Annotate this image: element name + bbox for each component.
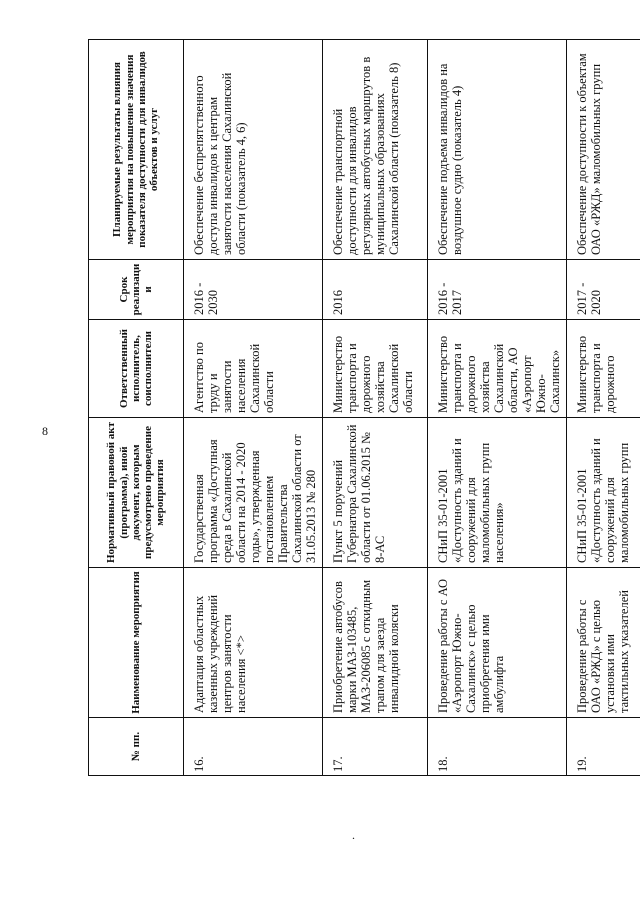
planned-result: Обеспечение доступности к объектам ОАО «РЖД» маломобильных групп xyxy=(567,40,640,260)
table-row xyxy=(323,40,428,776)
table-header-row xyxy=(89,40,184,776)
header-executor: Ответственный исполнитель, соисполнители xyxy=(89,320,184,418)
planned-result: Обеспечение беспрепятственного доступа инвалидов к центрам занятости населения Сахалинской области (показатель 4, 6) xyxy=(184,40,323,260)
legal-act: Пункт 5 поручений Губернатора Сахалинской области от 01.06.2015 № 8-АС xyxy=(323,418,428,568)
header-measure-name: Наименование мероприятия xyxy=(89,568,184,718)
header-result: Планируемые результаты влияния мероприятия на повышение значения показателя доступности для инвалидов объектов и услуг xyxy=(89,40,184,260)
measure-name: Приобретение автобусов марки МАЗ-103485, МАЗ-206085 с откидным трапом для заезда инвалидной коляски xyxy=(323,568,428,718)
header-legal-act: Нормативный правовой акт (программа), иной документ, которым предусмотрено проведение мероприятия xyxy=(89,418,184,568)
table-row xyxy=(184,40,323,776)
rotated-table-wrapper xyxy=(88,40,631,776)
measure-name: Адаптация областных казенных учреждений центров занятости населения <*> xyxy=(184,568,323,718)
measure-name: Проведение работы с ОАО «РЖД» с целью установки ими тактильных указателей xyxy=(567,568,640,718)
row-number: 17. xyxy=(323,718,428,776)
executor: Агентство по труду и занятости населения Сахалинской области xyxy=(184,320,323,418)
legal-act: СНиП 35-01-2001 «Доступность зданий и сооружений для маломобильных групп xyxy=(567,418,640,568)
measure-name: Проведение работы с АО «Аэропорт Южно-Сахалинск» с целью приобретения ими амбулифта xyxy=(428,568,567,718)
term: 2016 - 2017 xyxy=(428,260,567,320)
executor: Министерство транспорта и дорожного хозяйства Сахалинской области xyxy=(323,320,428,418)
planned-result: Обеспечение подъема инвалидов на воздушное судно (показатель 4) xyxy=(428,40,567,260)
table-row xyxy=(428,40,567,776)
page-number: 8 xyxy=(42,424,48,438)
executor: Министерство транспорта и дорожного xyxy=(567,320,640,418)
legal-act: Государственная программа «Доступная среда в Сахалинской области на 2014 - 2020 годы», утвержденная постановлением Правительства Сахалинской области от 31.05.2013 № 280 xyxy=(184,418,323,568)
header-term: Срок реализации xyxy=(89,260,184,320)
footer-mark: . xyxy=(352,828,355,842)
planned-result: Обеспечение транспортной доступности для инвалидов регулярных автобусных маршрутов в муниципальных образованиях Сахалинской области (показатель 8) xyxy=(323,40,428,260)
table-row xyxy=(567,40,640,776)
executor: Министерство транспорта и дорожного хозяйства Сахалинской области, АО «Аэропорт Южно-Сахалинск» xyxy=(428,320,567,418)
term: 2016 - 2030 xyxy=(184,260,323,320)
row-number: 16. xyxy=(184,718,323,776)
row-number: 18. xyxy=(428,718,567,776)
term: 2016 xyxy=(323,260,428,320)
term: 2017 - 2020 xyxy=(567,260,640,320)
legal-act: СНиП 35-01-2001 «Доступность зданий и сооружений для маломобильных групп населения» xyxy=(428,418,567,568)
row-number: 19. xyxy=(567,718,640,776)
header-number: № пп. xyxy=(89,718,184,776)
measures-table xyxy=(88,39,640,776)
